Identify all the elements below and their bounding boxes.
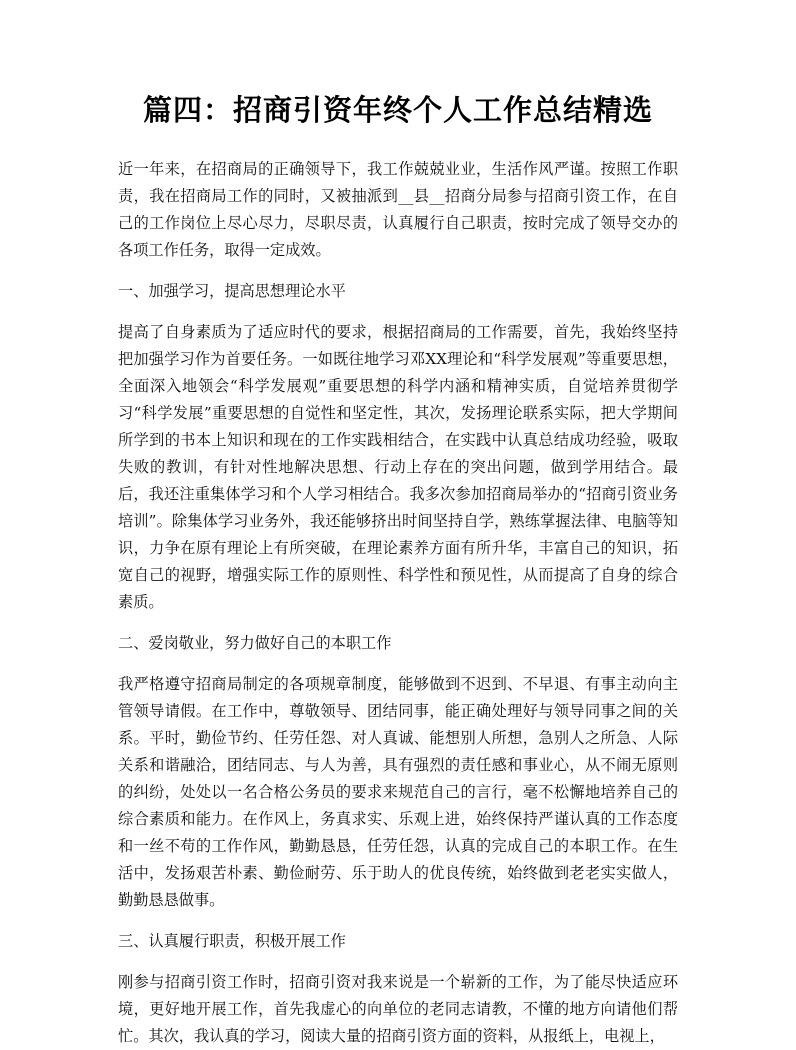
section-1-heading: 一、加强学习，提高思想理论水平 [118, 282, 346, 300]
document-title: 篇四：招商引资年终个人工作总结精选 [142, 93, 653, 127]
section-2-body: 我严格遵守招商局制定的各项规章制度，能够做到不迟到、不早退、有事主动向主管领导请假。在工作中，尊敬领导、团结同事，能正确处理好与领导同事之间的关系。平时，勤俭节约、任劳任怨、对人真诚、能想别人所想，急别人之所急、人际关系和谐融洽，团结同志、与人为善，具有强烈的责任感和事业心，从不闹无原则的纠纷，处处以一名合格公务员的要求来规范自己的言行，毫不松懈地培养自己的综合素质和能力。在作风上，务真求实、乐观上进，始终保持严谨认真的工作态度和一丝不苟的工作作风，勤勤恳恳，任劳任怨，认真的完成自己的本职工作。在生活中，发扬艰苦朴素、勤俭耐劳、乐于助人的优良传统，始终做到老老实实做人，勤勤恳恳做事。 [118, 675, 678, 909]
section-1-body: 提高了自身素质为了适应时代的要求，根据招商局的工作需要，首先，我始终坚持把加强学习作为首要任务。一如既往地学习邓XX理论和“科学发展观”等重要思想，全面深入地领会“科学发展观”重要思想的科学内涵和精神实质，自觉培养贯彻学习“科学发展”重要思想的自觉性和坚定性，其次，发扬理论联系实际，把大学期间所学到的书本上知识和现在的工作实践相结合，在实践中认真总结成功经验，吸取失败的教训，有针对性地解决思想、行动上存在的突出问题，做到学用结合。最后，我还注重集体学习和个人学习相结合。我多次参加招商局举办的“招商引资业务培训”。除集体学习业务外，我还能够挤出时间坚持自学，熟练掌握法律、电脑等知识，力争在原有理论上有所突破，在理论素养方面有所升华，丰富自己的知识，拓宽自己的视野，增强实际工作的原则性、科学性和预见性，从而提高了自身的综合素质。 [118, 323, 678, 611]
intro-paragraph: 近一年来，在招商局的正确领导下，我工作兢兢业业，生活作风严谨。按照工作职责，我在招商局工作的同时，又被抽派到__县__招商分局参与招商引资工作，在自己的工作岗位上尽心尽力，尽职尽责，认真履行自己职责，按时完成了领导交办的各项工作任务，取得一定成效。 [118, 160, 678, 259]
section-3-heading: 三、认真履行职责，积极开展工作 [118, 932, 346, 950]
section-3-body: 刚参与招商引资工作时，招商引资对我来说是一个崭新的工作，为了能尽快适应环境，更好地开展工作，首先我虚心的向单位的老同志请教，不懂的地方向请他们帮忙。其次，我认真的学习，阅读大量的招商引资方面的资料，从报纸上，电视上， [118, 973, 678, 1045]
section-2-heading: 二、爱岗敬业，努力做好自己的本职工作 [118, 634, 392, 652]
